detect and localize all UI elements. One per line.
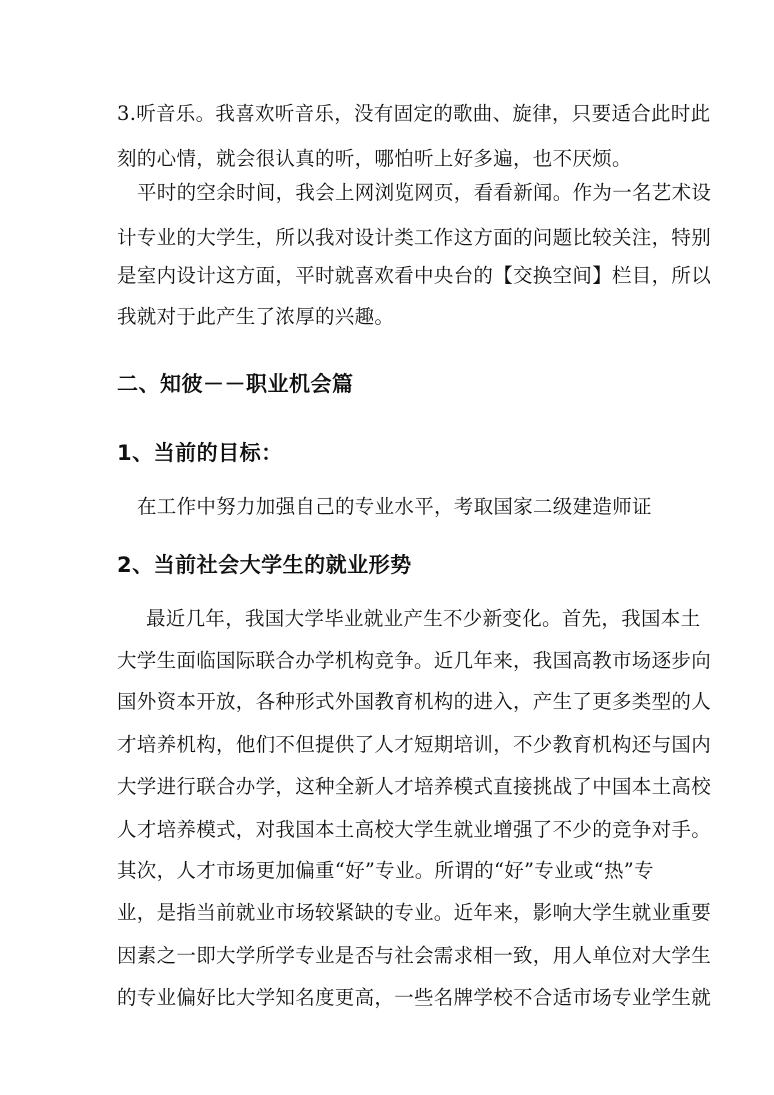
paragraph-employment-line-3: 国外资本开放，各种形式外国教育机构的进入，产生了更多类型的人: [117, 690, 712, 713]
paragraph-spare-time-line-1: 平时的空余时间，我会上网浏览网页，看看新闻。作为一名艺术设: [137, 181, 712, 204]
paragraph-employment-line-4: 才培养机构，他们不但提供了人才短期培训，不少教育机构还与国内: [117, 733, 712, 756]
paragraph-employment-line-5: 大学进行联合办学，这种全新人才培养模式直接挑战了中国本土高校: [117, 775, 712, 798]
subheading-goal: 1、当前的目标：: [117, 441, 283, 465]
paragraph-hobby-line-2: 刻的心情，就会很认真的听，哪怕听上好多遍，也不厌烦。: [117, 147, 632, 170]
paragraph-spare-time-line-4: 我就对于此产生了浓厚的兴趣。: [117, 305, 395, 328]
goal-text: 在工作中努力加强自己的专业水平，考取国家二级建造师证: [137, 495, 652, 518]
paragraph-employment-line-7: 其次，人才市场更加偏重“好”专业。所谓的“好”专业或“热”专: [117, 859, 654, 882]
paragraph-spare-time-line-3: 是室内设计这方面，平时就喜欢看中央台的【交换空间】栏目，所以: [117, 264, 712, 287]
paragraph-employment-line-9: 因素之一即大学所学专业是否与社会需求相一致，用人单位对大学生: [117, 944, 712, 967]
paragraph-employment-line-6: 人才培养模式，对我国本土高校大学生就业增强了不少的竞争对手。: [117, 818, 712, 841]
paragraph-employment-line-10: 的专业偏好比大学知名度更高，一些名牌学校不合适市场专业学生就: [117, 986, 712, 1009]
section-heading: 二、知彼－－职业机会篇: [117, 372, 354, 396]
paragraph-employment-line-2: 大学生面临国际联合办学机构竞争。近几年来，我国高教市场逐步向: [117, 649, 712, 672]
paragraph-hobby-line-1: 3.听音乐。我喜欢听音乐，没有固定的歌曲、旋律，只要适合此时此: [117, 102, 711, 125]
paragraph-spare-time-line-2: 计专业的大学生，所以我对设计类工作这方面的问题比较关注，特别: [117, 226, 712, 249]
paragraph-employment-line-1: 最近几年，我国大学毕业就业产生不少新变化。首先，我国本土: [146, 607, 701, 630]
paragraph-employment-line-8: 业，是指当前就业市场较紧缺的专业。近年来，影响大学生就业重要: [117, 901, 712, 924]
subheading-employment: 2、当前社会大学生的就业形势: [117, 553, 412, 577]
